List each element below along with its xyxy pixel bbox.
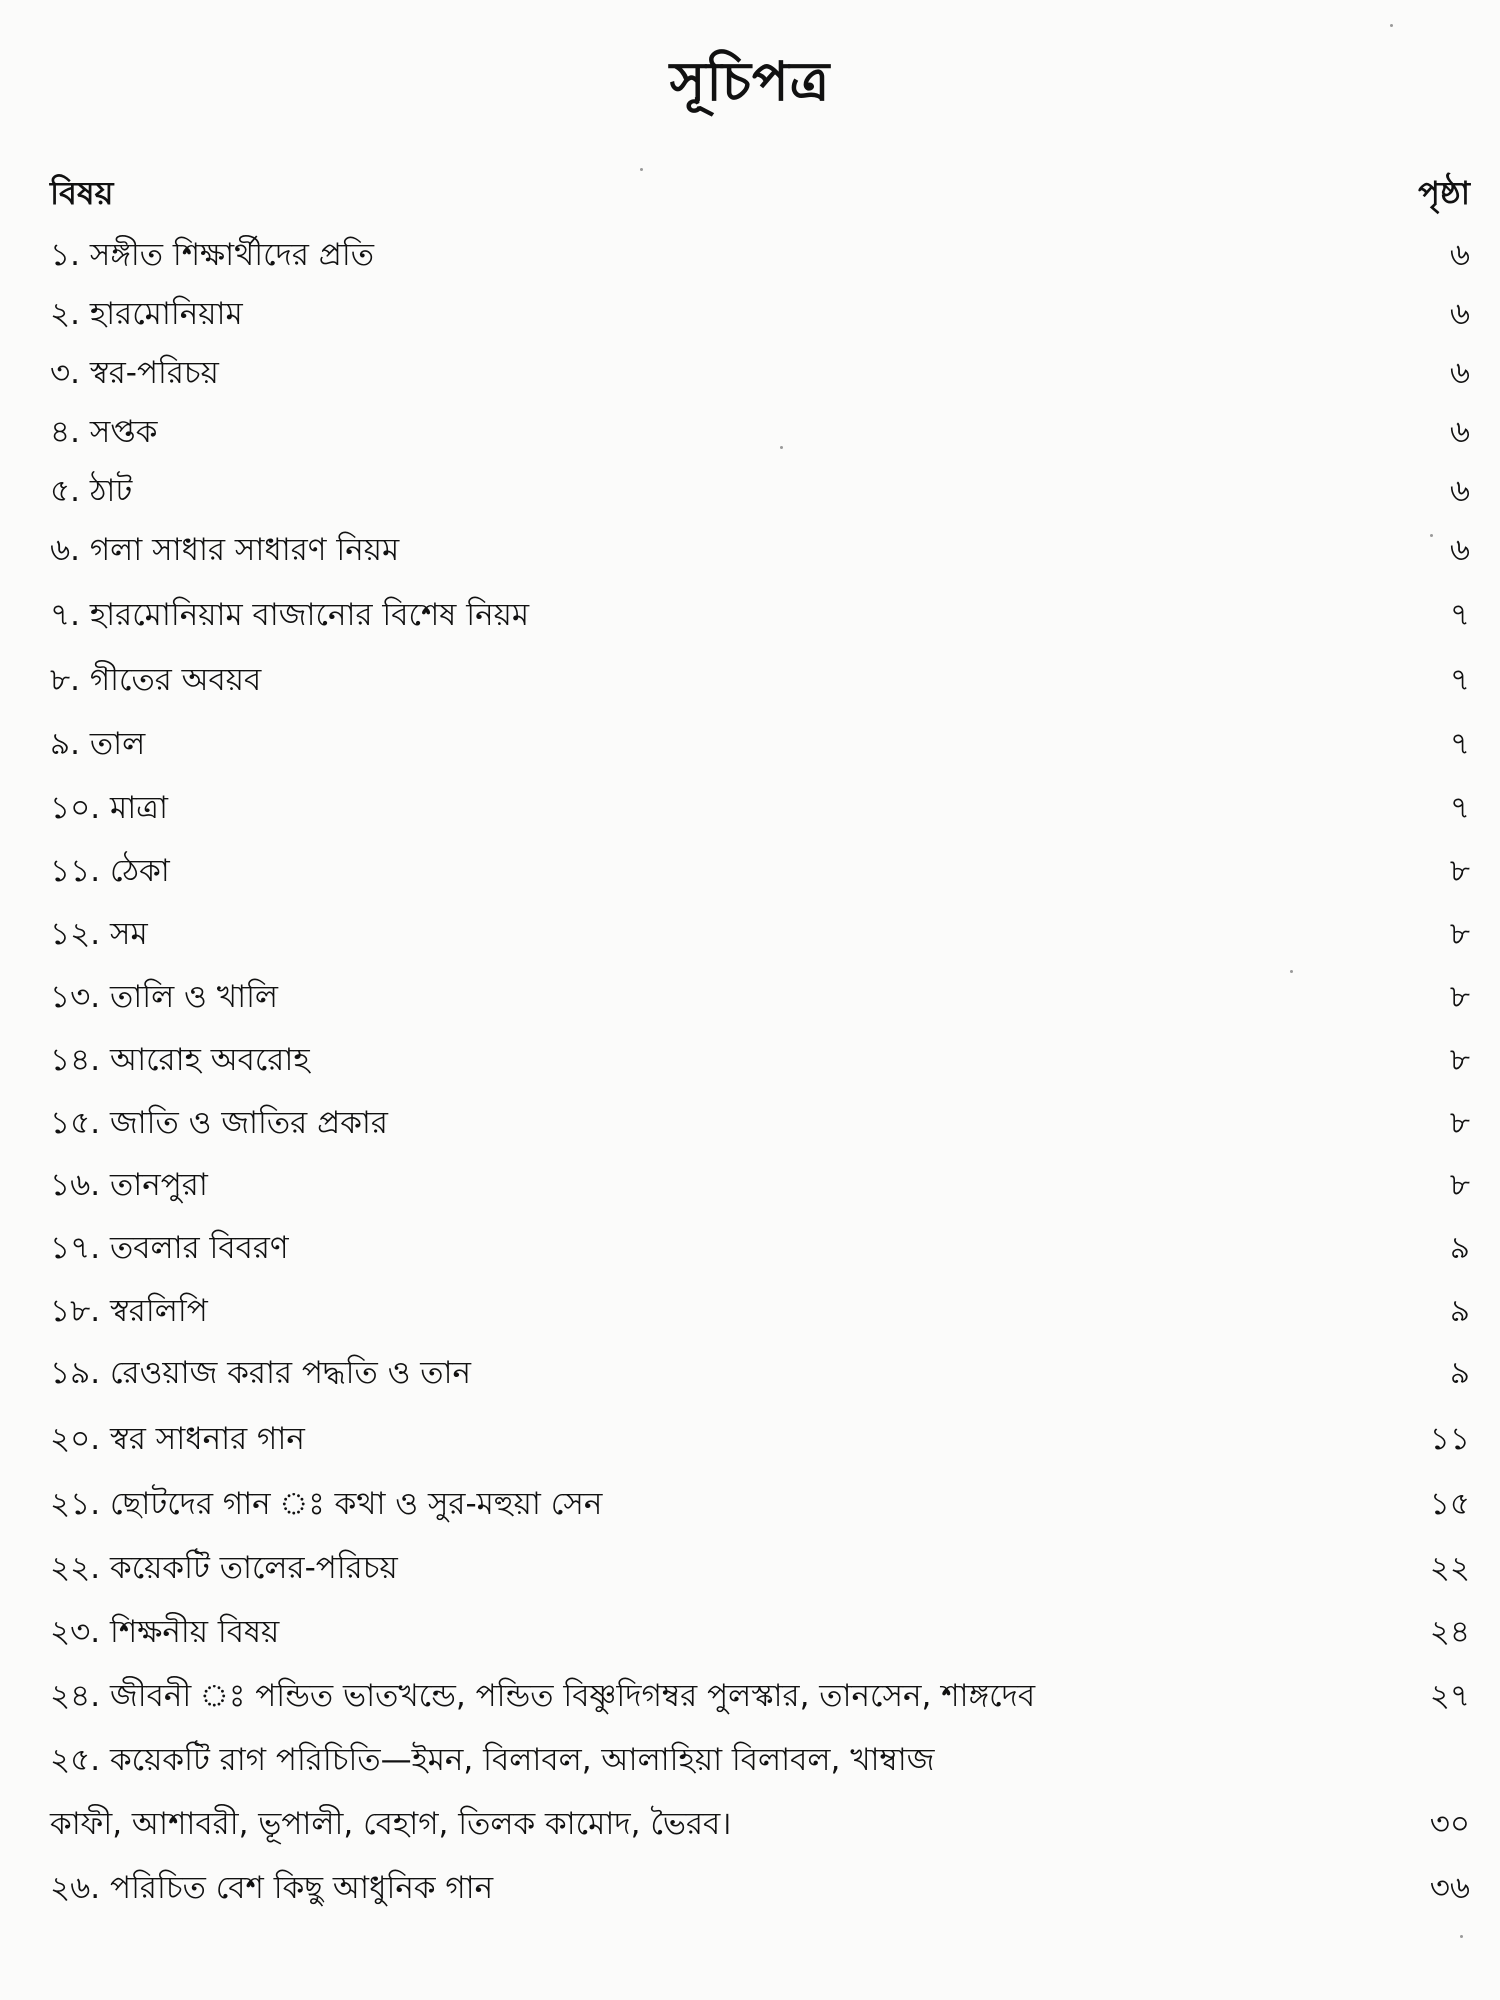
entry-topic: ৯. তাল	[50, 726, 146, 762]
entry-page: ৮	[1449, 916, 1470, 952]
toc-entry	[50, 1671, 1470, 1721]
toc-entry	[50, 348, 1470, 398]
entry-topic: ২২. কয়েকটি তালের-পরিচয়	[50, 1550, 398, 1586]
toc-entry	[50, 1863, 1470, 1913]
toc-entry	[50, 655, 1470, 705]
page-title: সূচিপত্র	[669, 50, 831, 113]
entry-page: ৭	[1449, 662, 1470, 698]
toc-entry	[50, 1607, 1470, 1657]
paper-speck	[640, 168, 643, 171]
topic-column-header: বিষয়	[50, 174, 114, 212]
toc-entry	[50, 1735, 1470, 1785]
toc-entry	[50, 230, 1470, 280]
toc-header	[50, 168, 1470, 218]
entry-page: ৮	[1449, 853, 1470, 889]
entry-page: ৮	[1449, 979, 1470, 1015]
paper-speck	[1430, 534, 1433, 537]
entry-topic: ১০. মাত্রা	[50, 790, 168, 826]
entry-topic: ২৫. কয়েকটি রাগ পরিচিতি—ইমন, বিলাবল, আলাহিয়া বিলাবল, খাম্বাজ	[50, 1742, 935, 1778]
paper-speck	[780, 446, 783, 449]
page-column-header: পৃষ্ঠা	[1418, 174, 1470, 212]
toc-entry	[50, 1479, 1470, 1529]
toc-entry	[50, 466, 1470, 516]
paper-speck	[1290, 970, 1293, 973]
entry-page: ৬	[1449, 296, 1470, 332]
toc-entry	[50, 1223, 1470, 1273]
paper-speck	[1460, 1935, 1463, 1938]
entry-page: ৬	[1449, 414, 1470, 450]
entry-page: ৩০	[1429, 1806, 1470, 1842]
entry-topic: ১৭. তবলার বিবরণ	[50, 1230, 289, 1266]
toc-entry	[50, 972, 1470, 1022]
entry-page: ১১	[1429, 1421, 1470, 1457]
entry-topic: ৩. স্বর-পরিচয়	[50, 355, 219, 391]
toc-entry	[50, 1035, 1470, 1085]
entry-topic: ৫. ঠাট	[50, 473, 133, 509]
entry-page: ৭	[1449, 597, 1470, 633]
entry-page: ৯	[1449, 1355, 1470, 1391]
toc-entry	[50, 590, 1470, 640]
entry-topic: ১. সঙ্গীত শিক্ষার্থীদের প্রতি	[50, 237, 375, 273]
entry-topic: ১১. ঠেকা	[50, 853, 170, 889]
entry-page: ৭	[1449, 726, 1470, 762]
entry-topic: ২. হারমোনিয়াম	[50, 296, 243, 332]
paper-speck	[1390, 24, 1393, 27]
entry-topic: ১৯. রেওয়াজ করার পদ্ধতি ও তান	[50, 1355, 472, 1391]
entry-topic: ২৬. পরিচিত বেশ কিছু আধুনিক গান	[50, 1870, 494, 1906]
entry-topic: ১৪. আরোহ অবরোহ	[50, 1042, 310, 1078]
entry-topic: ১৬. তানপুরা	[50, 1167, 208, 1203]
toc-entry	[50, 289, 1470, 339]
toc-entry	[50, 525, 1470, 575]
toc-entry	[50, 1286, 1470, 1336]
entry-topic: ১৮. স্বরলিপি	[50, 1293, 208, 1329]
entry-topic: ১২. সম	[50, 916, 148, 952]
entry-page: ২২	[1429, 1550, 1470, 1586]
entry-page: ৯	[1449, 1293, 1470, 1329]
entry-topic: ২০. স্বর সাধনার গান	[50, 1421, 305, 1457]
entry-topic: ২৩. শিক্ষনীয় বিষয়	[50, 1614, 280, 1650]
entry-topic: ৭. হারমোনিয়াম বাজানোর বিশেষ নিয়ম	[50, 597, 530, 633]
entry-page: ৩৬	[1429, 1870, 1470, 1906]
entry-topic: ৪. সপ্তক	[50, 414, 158, 450]
toc-entry-continuation	[50, 1799, 1470, 1849]
entry-page: ১৫	[1429, 1486, 1470, 1522]
toc-entry	[50, 1543, 1470, 1593]
entry-page: ৮	[1449, 1167, 1470, 1203]
toc-entry	[50, 783, 1470, 833]
toc-entry	[50, 1414, 1470, 1464]
entry-page: ২৪	[1429, 1614, 1470, 1650]
toc-entry	[50, 846, 1470, 896]
entry-topic: ৬. গলা সাধার সাধারণ নিয়ম	[50, 532, 400, 568]
entry-page: ৬	[1449, 355, 1470, 391]
entry-page: ৬	[1449, 532, 1470, 568]
toc-entry	[50, 719, 1470, 769]
toc-entry	[50, 407, 1470, 457]
toc-entry	[50, 1098, 1470, 1148]
toc-entry	[50, 1160, 1470, 1210]
entry-page: ৬	[1449, 473, 1470, 509]
entry-page: ৮	[1449, 1042, 1470, 1078]
entry-topic: ২৪. জীবনী ঃ পন্ডিত ভাতখন্ডে, পন্ডিত বিষ্ণুদিগম্বর পুলস্কার, তানসেন, শাঙ্গদেব	[50, 1678, 1036, 1714]
entry-topic: ৮. গীতের অবয়ব	[50, 662, 262, 698]
entry-topic: কাফী, আশাবরী, ভূপালী, বেহাগ, তিলক কামোদ, ভৈরব।	[50, 1806, 732, 1842]
toc-entry	[50, 1348, 1470, 1398]
entry-topic: ১৫. জাতি ও জাতির প্রকার	[50, 1105, 388, 1141]
entry-page: ৬	[1449, 237, 1470, 273]
entry-page: ৮	[1449, 1105, 1470, 1141]
toc-entry	[50, 909, 1470, 959]
entry-topic: ২১. ছোটদের গান ঃ কথা ও সুর-মহুয়া সেন	[50, 1486, 603, 1522]
entry-page: ২৭	[1429, 1678, 1470, 1714]
entry-page: ৭	[1449, 790, 1470, 826]
entry-page: ৯	[1449, 1230, 1470, 1266]
entry-topic: ১৩. তালি ও খালি	[50, 979, 279, 1015]
